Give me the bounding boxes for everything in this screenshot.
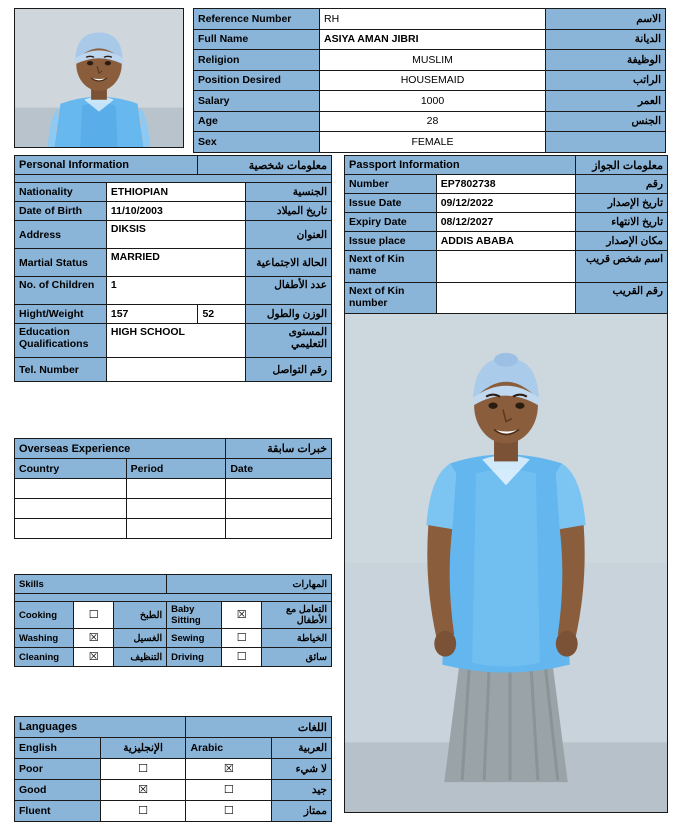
- skill-checkbox-washing[interactable]: [74, 629, 114, 648]
- value-date-of-birth: 11/10/2003: [106, 202, 245, 221]
- value-nationality: ETHIOPIAN: [106, 183, 245, 202]
- checkbox-glyph: ☒: [88, 650, 99, 663]
- language-checkbox-english-poor[interactable]: [100, 759, 186, 780]
- column-header-date: Date: [226, 459, 332, 479]
- skill-label-baby-sitting-ar: التعامل مع الأطفال: [262, 602, 332, 629]
- label-date-of-birth-ar: تاريخ الميلاد: [246, 202, 332, 221]
- checkbox-glyph: ☒: [138, 783, 149, 796]
- skill-label-cooking: Cooking: [15, 602, 74, 629]
- label-issue-place-ar: مكان الإصدار: [576, 232, 668, 251]
- skill-checkbox-cooking[interactable]: [74, 602, 114, 629]
- skill-label-washing-ar: الغسيل: [114, 629, 167, 648]
- value-issue-date: 09/12/2022: [436, 194, 576, 213]
- table-row: [15, 183, 332, 202]
- skill-checkbox-cleaning[interactable]: [74, 648, 114, 667]
- value-issue-place: ADDIS ABABA: [436, 232, 576, 251]
- table-row: [15, 249, 332, 277]
- overseas-experience-table: [14, 438, 332, 539]
- checkbox-glyph: ☒: [236, 608, 247, 621]
- field-arabic-position: الوظيفة: [546, 50, 666, 71]
- value-martial-status: MARRIED: [106, 249, 245, 277]
- label-expiry-date-ar: تاريخ الانتهاء: [576, 213, 668, 232]
- label-height-weight: Hight/Weight: [15, 305, 107, 324]
- cell-period: [126, 519, 226, 539]
- cell-country: [15, 519, 127, 539]
- field-value-full-name: ASIYA AMAN JIBRI: [320, 29, 546, 50]
- applicant-headshot-photo: [14, 8, 184, 148]
- language-checkbox-arabic-good[interactable]: [186, 780, 272, 801]
- skill-label-cooking-ar: الطبخ: [114, 602, 167, 629]
- value-weight: 52: [198, 305, 246, 324]
- field-label-full-name: Full Name: [194, 29, 320, 50]
- value-tel-number: [106, 358, 245, 382]
- checkbox-glyph: ☐: [236, 650, 247, 663]
- languages-title: Languages: [15, 717, 186, 738]
- field-value-reference-number: RH: [320, 9, 546, 30]
- value-next-of-kin-number: [436, 283, 576, 315]
- label-next-of-kin-name: Next of Kin name: [345, 251, 437, 283]
- skill-checkbox-driving[interactable]: [222, 648, 262, 667]
- label-education-qualifications: Education Qualifications: [15, 324, 107, 358]
- cell-country: [15, 479, 127, 499]
- table-row: [194, 9, 666, 30]
- checkbox-glyph: ☐: [223, 783, 234, 796]
- language-level-fluent-ar: ممتاز: [272, 801, 332, 822]
- language-checkbox-english-fluent[interactable]: [100, 801, 186, 822]
- table-row: [194, 91, 666, 112]
- field-value-age: 28: [320, 111, 546, 132]
- table-row: [194, 29, 666, 50]
- identity-table: [193, 8, 666, 153]
- checkbox-glyph: ☐: [88, 608, 99, 621]
- table-row: [15, 202, 332, 221]
- label-tel-number-ar: رقم التواصل: [246, 358, 332, 382]
- table-row: [15, 801, 332, 822]
- label-no-of-children-ar: عدد الأطفال: [246, 277, 332, 305]
- label-martial-status: Martial Status: [15, 249, 107, 277]
- column-header-country: Country: [15, 459, 127, 479]
- spacer-row: [15, 175, 332, 183]
- skills-title: Skills: [15, 575, 167, 594]
- field-arabic-age: العمر: [546, 91, 666, 112]
- overseas-experience-title-ar: خبرات سابقة: [226, 439, 332, 459]
- language-checkbox-arabic-poor[interactable]: [186, 759, 272, 780]
- label-height-weight-ar: الوزن والطول: [246, 305, 332, 324]
- label-address: Address: [15, 221, 107, 249]
- value-education-qualifications: HIGH SCHOOL: [106, 324, 245, 358]
- language-level-poor-ar: لا شيء: [272, 759, 332, 780]
- label-education-qualifications-ar: المستوى التعليمي: [246, 324, 332, 358]
- skill-label-cleaning-ar: التنظيف: [114, 648, 167, 667]
- label-issue-date: Issue Date: [345, 194, 437, 213]
- table-row: [345, 283, 668, 315]
- table-row: [15, 602, 332, 629]
- label-tel-number: Tel. Number: [15, 358, 107, 382]
- cell-country: [15, 499, 127, 519]
- table-row: [15, 277, 332, 305]
- language-level-good: Good: [15, 780, 101, 801]
- fullbody-illustration: [345, 314, 667, 812]
- label-no-of-children: No. of Children: [15, 277, 107, 305]
- field-value-sex: FEMALE: [320, 132, 546, 153]
- label-passport-number-ar: رقم: [576, 175, 668, 194]
- table-row: [345, 232, 668, 251]
- spacer-row: [15, 594, 332, 602]
- table-row: [15, 717, 332, 738]
- field-arabic-blank: [546, 132, 666, 153]
- field-arabic-salary: الراتب: [546, 70, 666, 91]
- field-label-religion: Religion: [194, 50, 320, 71]
- passport-information-title: Passport Information: [345, 156, 576, 175]
- table-row: [194, 132, 666, 153]
- skill-checkbox-baby-sitting[interactable]: [222, 602, 262, 629]
- table-row: [15, 780, 332, 801]
- cell-date: [226, 519, 332, 539]
- value-passport-number: EP7802738: [436, 175, 576, 194]
- value-expiry-date: 08/12/2027: [436, 213, 576, 232]
- table-row: [15, 459, 332, 479]
- table-row: [15, 305, 332, 324]
- table-row: [345, 156, 668, 175]
- cell-period: [126, 479, 226, 499]
- label-date-of-birth: Date of Birth: [15, 202, 107, 221]
- table-row: [345, 175, 668, 194]
- personal-information-title: Personal Information: [15, 156, 198, 175]
- language-header-english: English: [15, 738, 101, 759]
- table-row: [194, 70, 666, 91]
- skills-title-ar: المهارات: [167, 575, 332, 594]
- passport-information-title-ar: معلومات الجواز: [576, 156, 668, 175]
- field-arabic-name: الاسم: [546, 9, 666, 30]
- passport-information-table: [344, 155, 668, 315]
- language-checkbox-arabic-fluent[interactable]: [186, 801, 272, 822]
- label-address-ar: العنوان: [246, 221, 332, 249]
- label-nationality: Nationality: [15, 183, 107, 202]
- language-checkbox-english-good[interactable]: [100, 780, 186, 801]
- table-row: [15, 324, 332, 358]
- field-value-position-desired: HOUSEMAID: [320, 70, 546, 91]
- label-issue-place: Issue place: [345, 232, 437, 251]
- skill-label-sewing: Sewing: [167, 629, 222, 648]
- label-nationality-ar: الجنسية: [246, 183, 332, 202]
- label-martial-status-ar: الحالة الاجتماعية: [246, 249, 332, 277]
- label-next-of-kin-number-ar: رقم القريب: [576, 283, 668, 315]
- value-next-of-kin-name: [436, 251, 576, 283]
- checkbox-glyph: ☐: [138, 804, 149, 817]
- table-row: [15, 738, 332, 759]
- checkbox-glyph: ☒: [88, 631, 99, 644]
- field-label-salary: Salary: [194, 91, 320, 112]
- table-row: [15, 519, 332, 539]
- cell-date: [226, 499, 332, 519]
- field-label-position-desired: Position Desired: [194, 70, 320, 91]
- table-row: [15, 358, 332, 382]
- label-expiry-date: Expiry Date: [345, 213, 437, 232]
- field-label-reference-number: Reference Number: [194, 9, 320, 30]
- field-value-salary: 1000: [320, 91, 546, 112]
- language-header-arabic-ar: العربية: [272, 738, 332, 759]
- personal-information-table: [14, 155, 332, 382]
- table-row: [15, 648, 332, 667]
- column-header-period: Period: [126, 459, 226, 479]
- table-row: [194, 50, 666, 71]
- table-row: [15, 156, 332, 175]
- label-issue-date-ar: تاريخ الإصدار: [576, 194, 668, 213]
- checkbox-glyph: ☐: [138, 762, 149, 775]
- table-row: [15, 499, 332, 519]
- table-row: [345, 194, 668, 213]
- language-level-fluent: Fluent: [15, 801, 101, 822]
- field-value-religion: MUSLIM: [320, 50, 546, 71]
- label-passport-number: Number: [345, 175, 437, 194]
- overseas-experience-title: Overseas Experience: [15, 439, 226, 459]
- skill-label-washing: Washing: [15, 629, 74, 648]
- skill-label-cleaning: Cleaning: [15, 648, 74, 667]
- language-level-good-ar: جيد: [272, 780, 332, 801]
- field-label-sex: Sex: [194, 132, 320, 153]
- table-row: [15, 479, 332, 499]
- value-height: 157: [106, 305, 198, 324]
- checkbox-glyph: ☐: [236, 631, 247, 644]
- languages-title-ar: اللغات: [186, 717, 332, 738]
- table-row: [15, 439, 332, 459]
- label-next-of-kin-number: Next of Kin number: [345, 283, 437, 315]
- languages-table: [14, 716, 332, 822]
- headshot-illustration: [15, 9, 183, 147]
- skill-label-driving: Driving: [167, 648, 222, 667]
- table-row: [15, 759, 332, 780]
- table-row: [15, 221, 332, 249]
- cell-date: [226, 479, 332, 499]
- skill-label-driving-ar: سائق: [262, 648, 332, 667]
- table-row: [345, 213, 668, 232]
- language-header-arabic: Arabic: [186, 738, 272, 759]
- field-arabic-sex: الجنس: [546, 111, 666, 132]
- table-row: [194, 111, 666, 132]
- value-address: DIKSIS: [106, 221, 245, 249]
- field-arabic-religion: الديانة: [546, 29, 666, 50]
- value-no-of-children: 1: [106, 277, 245, 305]
- skill-label-sewing-ar: الخياطة: [262, 629, 332, 648]
- label-next-of-kin-name-ar: اسم شخص قريب: [576, 251, 668, 283]
- skill-label-baby-sitting: Baby Sitting: [167, 602, 222, 629]
- language-level-poor: Poor: [15, 759, 101, 780]
- table-row: [15, 629, 332, 648]
- table-row: [15, 594, 332, 602]
- applicant-fullbody-photo: [344, 313, 668, 813]
- skill-checkbox-sewing[interactable]: [222, 629, 262, 648]
- skills-table: [14, 574, 332, 667]
- header-block: [14, 8, 666, 153]
- field-label-age: Age: [194, 111, 320, 132]
- checkbox-glyph: ☐: [223, 804, 234, 817]
- language-header-english-ar: الإنجليزية: [100, 738, 186, 759]
- personal-information-title-ar: معلومات شخصية: [198, 156, 332, 175]
- table-row: [15, 575, 332, 594]
- checkbox-glyph: ☒: [223, 762, 234, 775]
- table-row: [345, 251, 668, 283]
- table-row: [15, 175, 332, 183]
- cell-period: [126, 499, 226, 519]
